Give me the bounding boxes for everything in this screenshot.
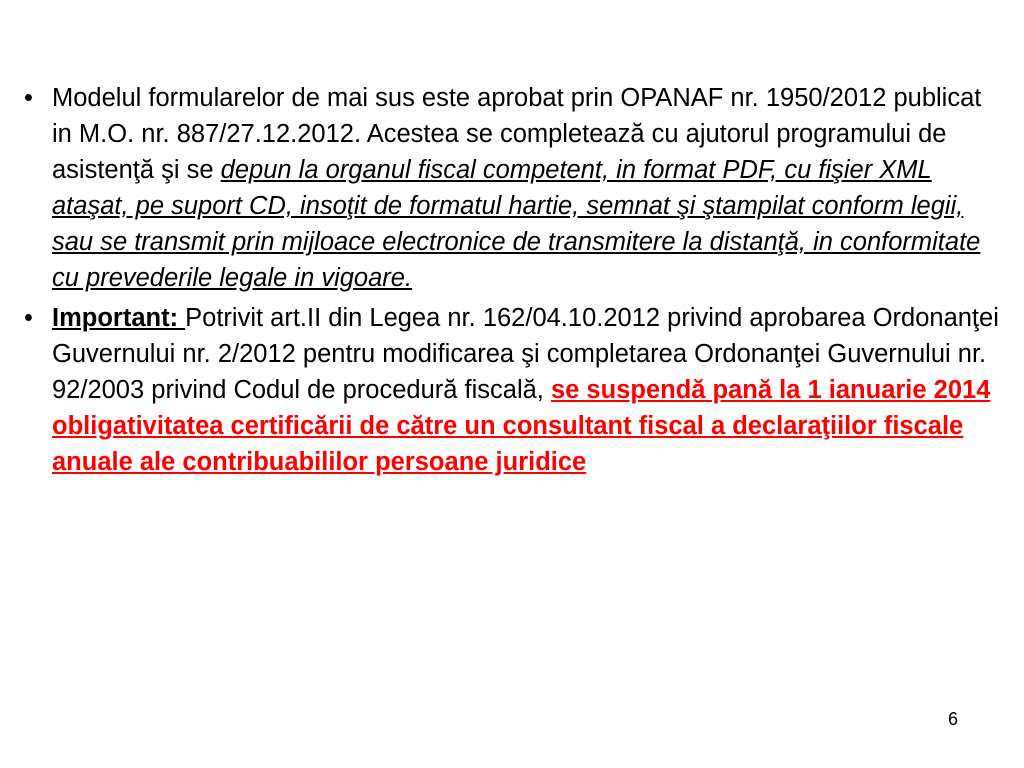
page-number: 6 — [948, 709, 959, 729]
bullet-item-formular-model — [24, 80, 999, 296]
bullet-item-important — [24, 300, 999, 480]
item1-plain-text: Modelul formularelor de mai sus este aprobat prin OPANAF nr. 1950/2012 publicat in M.O. nr. 887/27.12.2012. Acestea se completează cu ajutorul programului de asistenţă şi se — [52, 84, 982, 184]
item2-highlight-text: se suspendă pană la 1 ianuarie 2014 obligativitatea certificării de către un consultant fiscal a declaraţiilor fiscale anuale ale contribuabililor persoane juridice — [52, 376, 991, 476]
important-label: Important: — [52, 304, 186, 332]
item2-plain-text: Potrivit art.II din Legea nr. 162/04.10.2012 privind aprobarea Ordonanţei Guvernului nr. 2/2012 pentru modificarea şi completarea Ordonanţei Guvernului nr. 92/2003 privind Codul de procedură fiscală, — [52, 304, 999, 404]
bullet-dot-icon: • — [24, 84, 33, 112]
item1-emphasis-text: depun la organul fiscal competent, in format PDF, cu fişier XML ataşat, pe suport CD, insoţit de formatul hartie, semnat şi ştampilat conform legii, sau se transmit prin mijloace electronice de transmitere la distanţă, in conformitate cu prevederile legale in vigoare. — [52, 156, 981, 292]
bullet-dot-icon: • — [24, 304, 33, 332]
bullet-list — [24, 80, 999, 484]
